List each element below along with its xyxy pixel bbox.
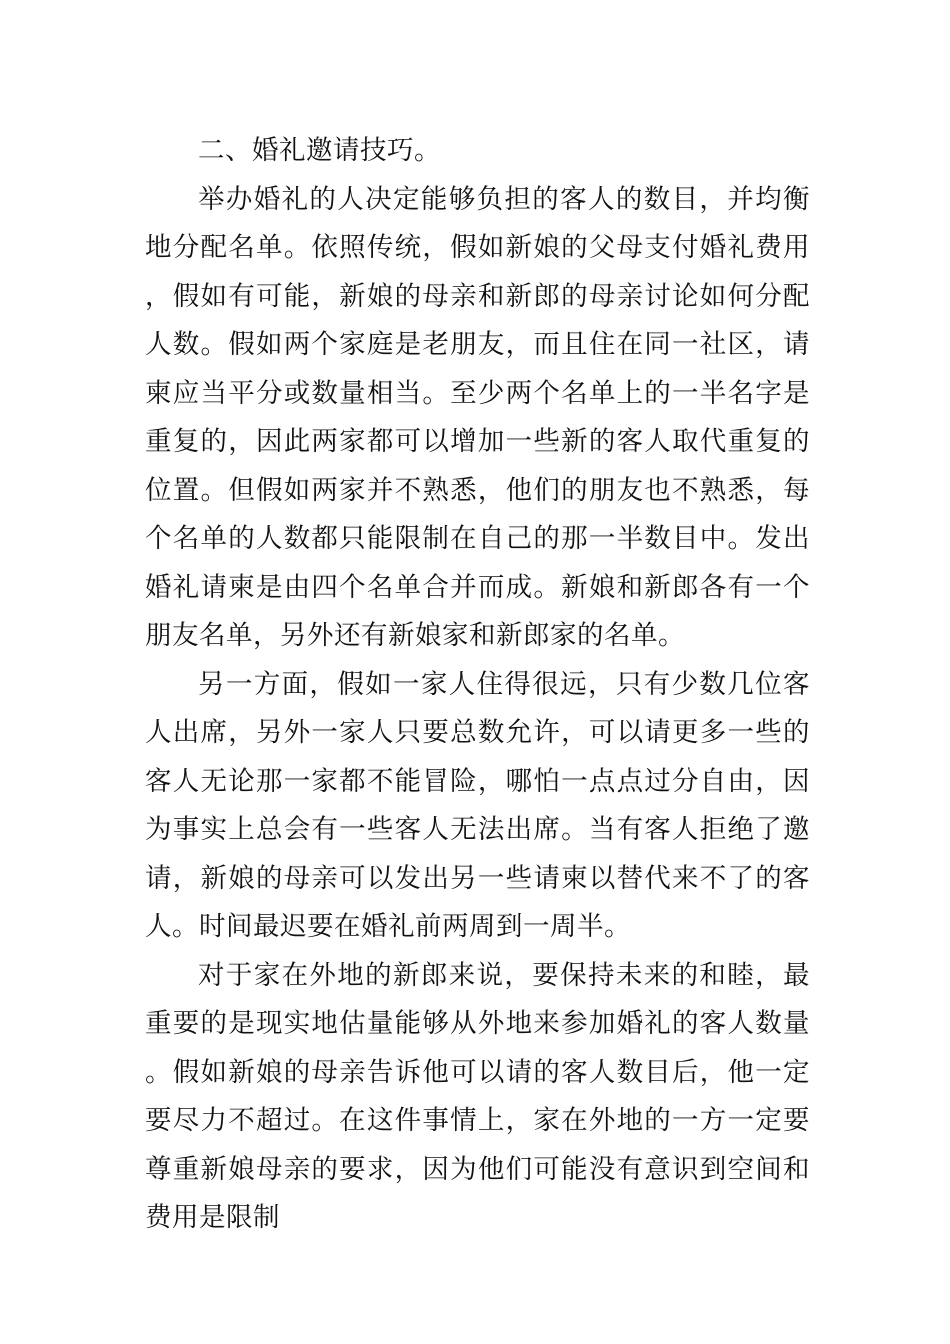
paragraph-guest-list-allocation: 举办婚礼的人决定能够负担的客人的数目，并均衡地分配名单。依照传统，假如新娘的父母支付婚礼费用，假如有可能，新娘的母亲和新郎的母亲讨论如何分配人数。假如两个家庭是老朋友，而且住在同一社区，请柬应当平分或数量相当。至少两个名单上的一半名字是重复的，因此两家都可以增加一些新的客人取代重复的位置。但假如两家并不熟悉，他们的朋友也不熟悉，每个名单的人数都只能限制在自己的那一半数目中。发出婚礼请柬是由四个名单合并而成。新娘和新郎各有一个朋友名单，另外还有新娘家和新郎家的名单。 bbox=[145, 183, 810, 651]
paragraph-distant-family: 另一方面，假如一家人住得很远，只有少数几位客人出席，另外一家人只要总数允许，可以请更多一些的客人无论那一家都不能冒险，哪怕一点点过分自由，因为事实上总会有一些客人无法出席。当有客人拒绝了邀请，新娘的母亲可以发出另一些请柬以替代来不了的客人。时间最迟要在婚礼前两周到一周半。 bbox=[145, 668, 810, 942]
document-body bbox=[145, 127, 810, 1243]
paragraph-out-of-town-groom: 对于家在外地的新郎来说，要保持未来的和睦，最重要的是现实地估量能够从外地来参加婚礼的客人数量。假如新娘的母亲告诉他可以请的客人数目后，他一定要尽力不超过。在这件事情上，家在外地的一方一定要尊重新娘母亲的要求，因为他们可能没有意识到空间和费用是限制 bbox=[145, 959, 810, 1233]
section-heading: 二、婚礼邀请技巧。 bbox=[198, 135, 441, 166]
